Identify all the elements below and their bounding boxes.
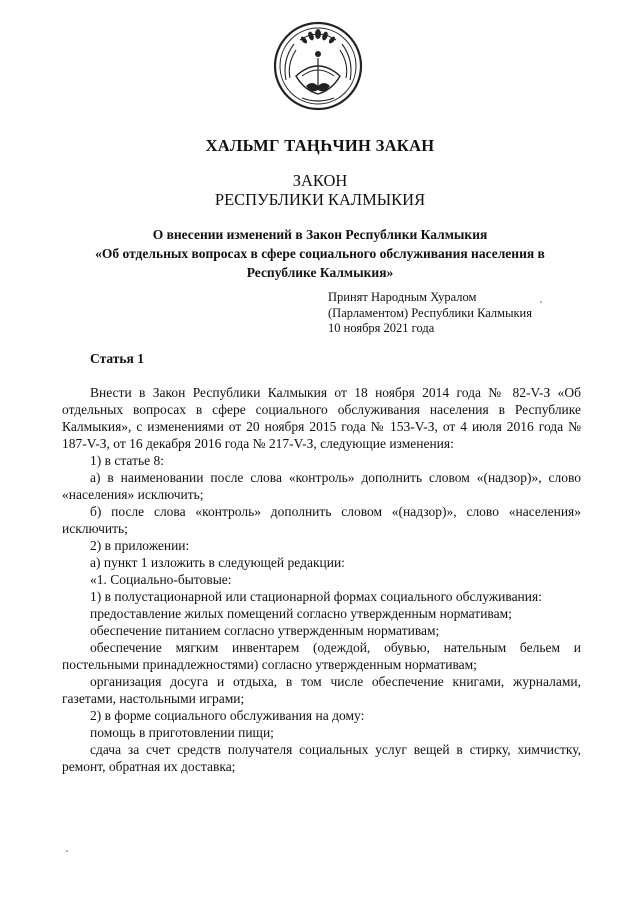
adoption-line-1: Принят Народным Хуралом [328, 290, 477, 304]
item-2a: а) пункт 1 изложить в следующей редакции: [90, 555, 345, 570]
title-kalmyk: ХАЛЬМГ ТАҢҺЧИН ЗАКАН [205, 136, 435, 155]
list-item: предоставление жилых помещений согласно утвержденным нормативам; [90, 606, 512, 621]
item-1b: б) после слова «контроль» дополнить словом «(надзор)», слово «населения» исключить; [62, 504, 581, 536]
law-title [0, 171, 640, 209]
law-subtitle-line-1: О внесении изменений в Закон Республики Калмыкия [152, 227, 488, 242]
law-title-line-1: ЗАКОН [292, 171, 348, 190]
scan-speck [540, 301, 542, 303]
scan-speck [66, 850, 68, 852]
item-1a: а) в наименовании после слова «контроль» дополнить словом «(надзор)», слово «населения» исключить; [62, 470, 581, 502]
law-title-line-2: РЕСПУБЛИКИ КАЛМЫКИЯ [214, 190, 426, 209]
intro-paragraph: Внести в Закон Республики Калмыкия от 18 ноября 2014 года № 82-V-З «Об отдельных вопросах в сфере социального обслуживания населения в Республике Калмыкия», с изменениями от 20 ноября 2015 года № 153-V-З, от 4 июля 2016 года № 187-V-З, от 16 декабря 2016 года № 217-V-З, следующие изменения: [62, 385, 581, 451]
adoption-line-3: 10 ноября 2021 года [328, 321, 435, 335]
list-item: обеспечение мягким инвентарем (одеждой, обувью, нательным бельем и постельными принадлежностями) согласно утвержденным нормативам; [62, 640, 581, 672]
adoption-line-2: (Парламентом) Республики Калмыкия [328, 305, 532, 320]
article-heading: Статья 1 [90, 351, 144, 366]
list-item: помощь в приготовлении пищи; [90, 725, 274, 740]
list-item: организация досуга и отдыха, в том числе обеспечение книгами, журналами, газетами, настольными играми; [62, 674, 581, 706]
subitem-2: 2) в форме социального обслуживания на дому: [90, 708, 365, 723]
law-subtitle [0, 225, 640, 282]
list-item: обеспечение питанием согласно утвержденным нормативам; [90, 623, 440, 638]
article-body [62, 384, 581, 775]
coat-of-arms-emblem [272, 20, 364, 112]
item-2: 2) в приложении: [90, 538, 190, 553]
adoption-note [328, 290, 532, 337]
subitem-1: 1) в полустационарной или стационарной формах социального обслуживания: [90, 589, 542, 604]
item-1: 1) в статье 8: [90, 453, 164, 468]
law-subtitle-line-2: «Об отдельных вопросах в сфере социального обслуживания населения в [95, 246, 545, 261]
quote-start: «1. Социально-бытовые: [90, 572, 232, 587]
list-item: сдача за счет средств получателя социальных услуг вещей в стирку, химчистку, ремонт, обратная их доставка; [62, 742, 581, 774]
law-subtitle-line-3: Республике Калмыкия» [246, 265, 394, 280]
